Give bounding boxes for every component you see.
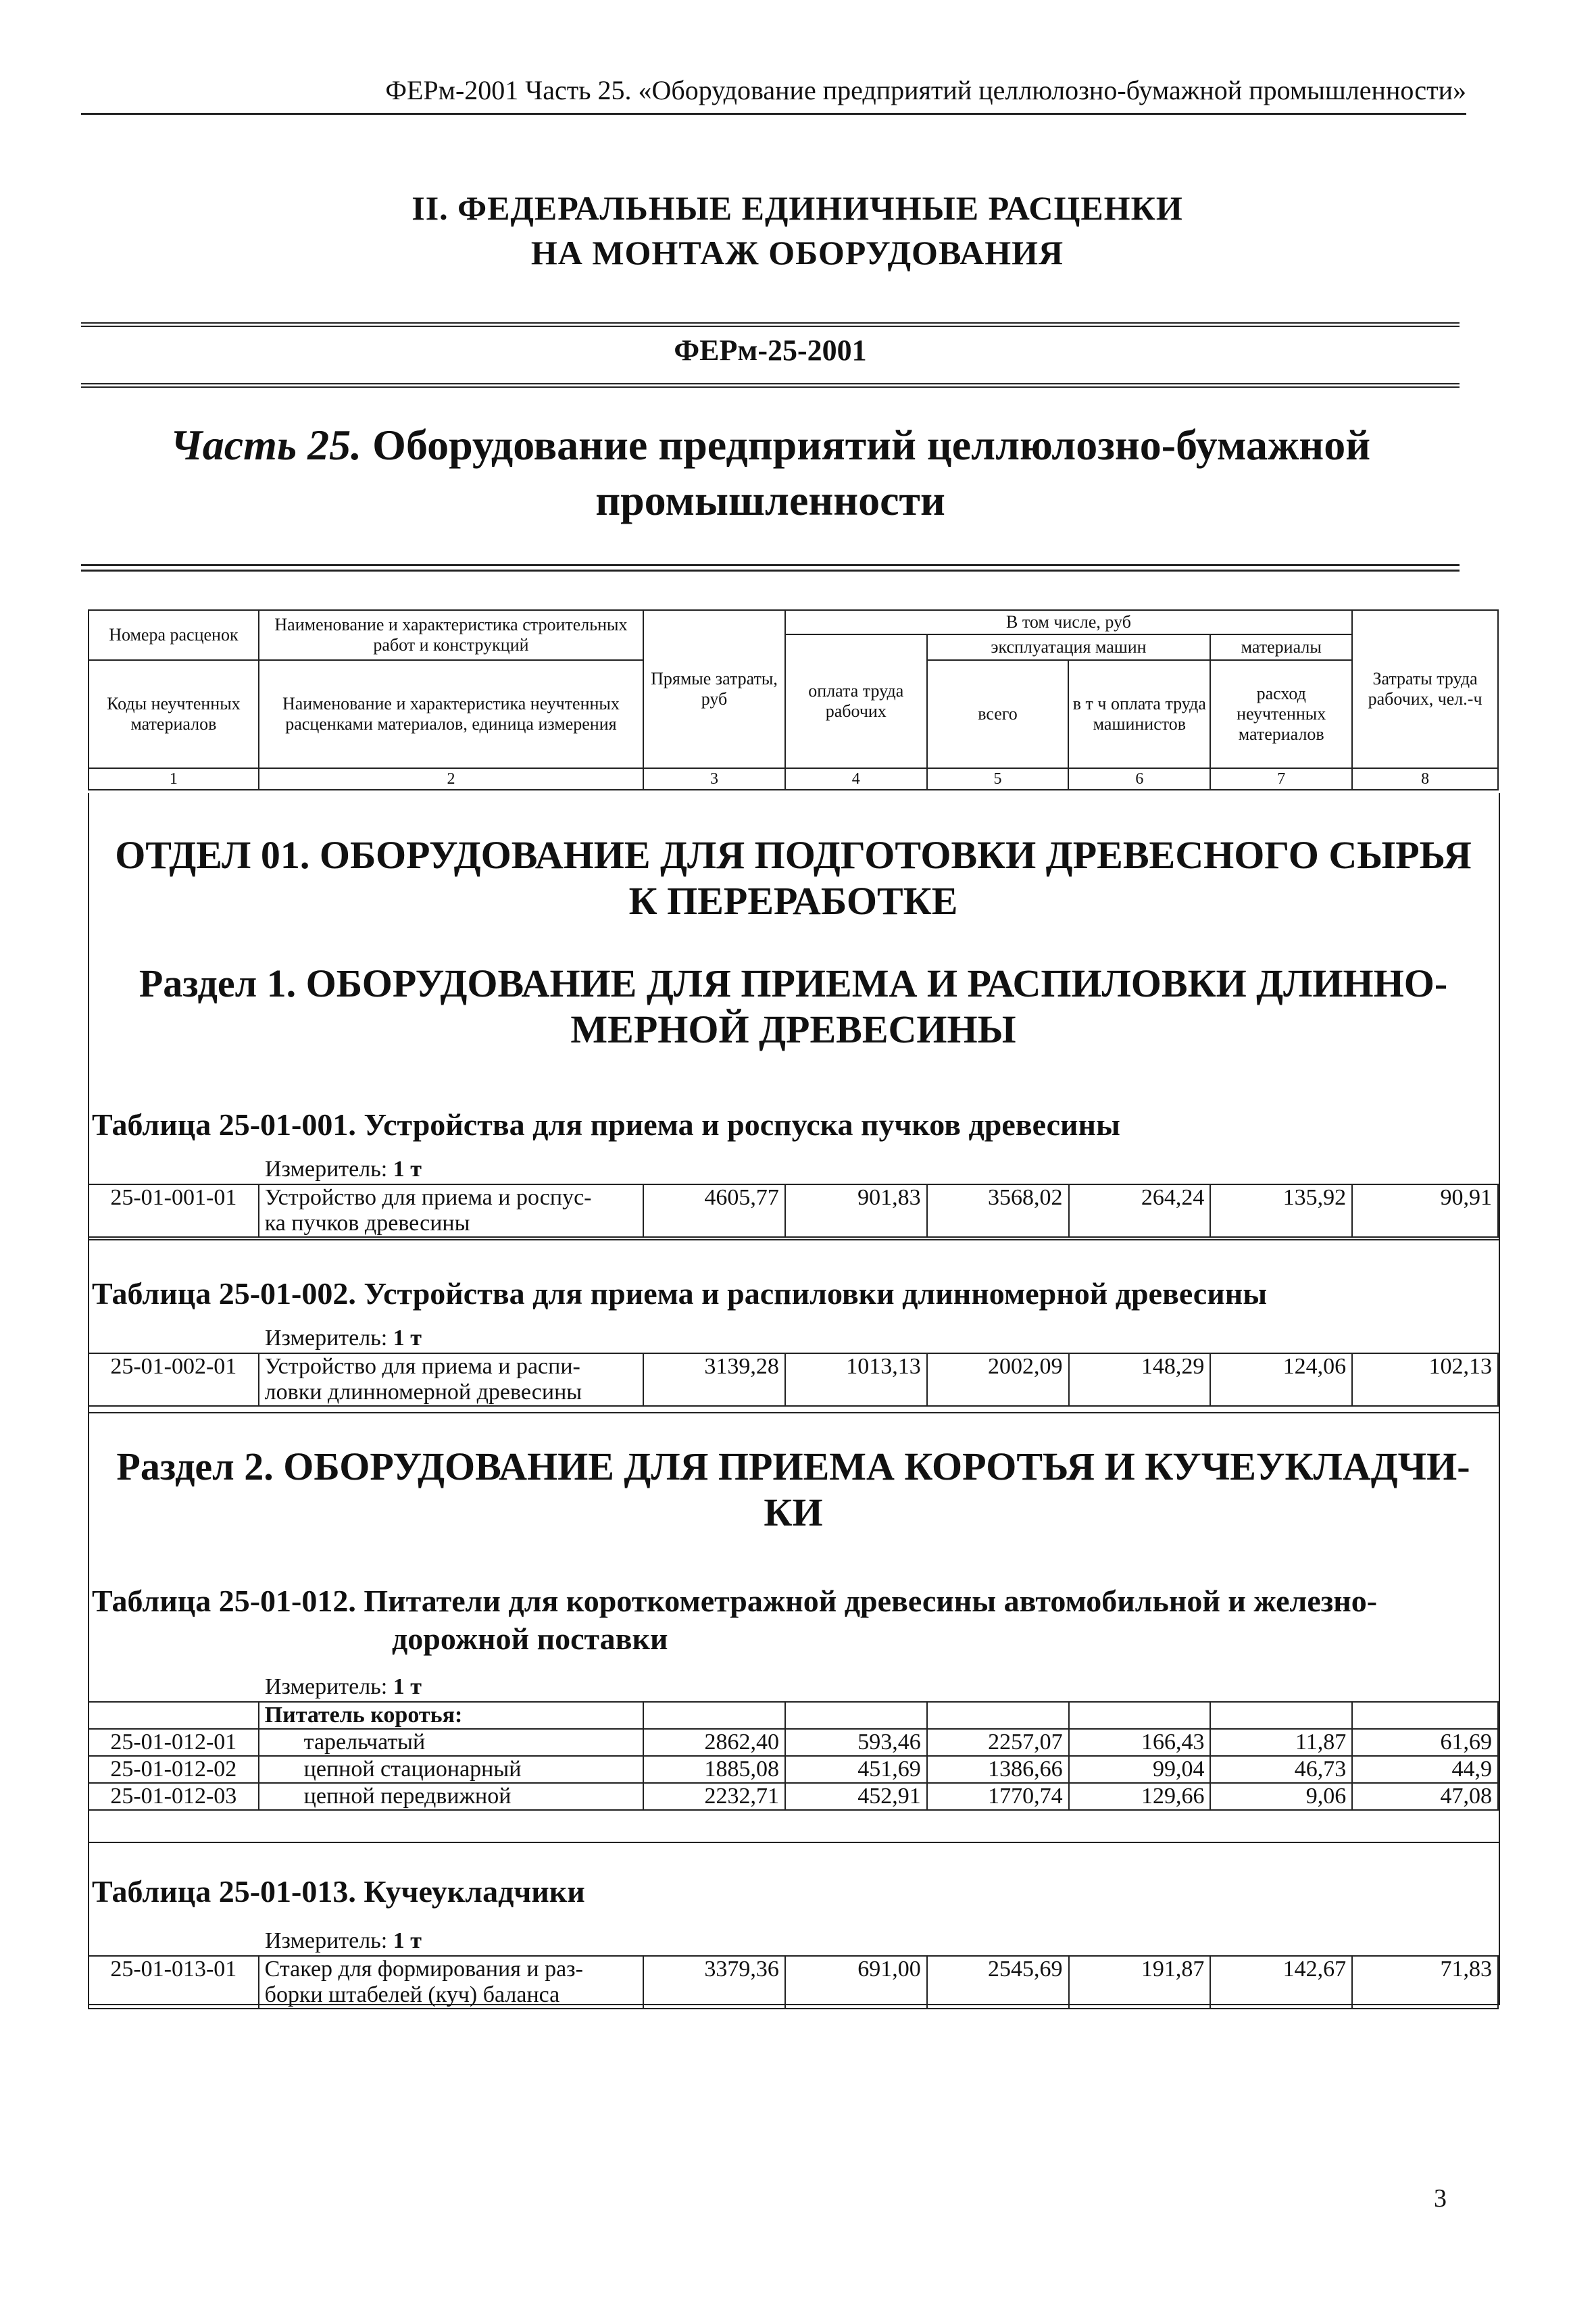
machinist-labor-cost: 99,04: [1069, 1756, 1211, 1783]
document-code: ФЕРм-25-2001: [674, 334, 867, 367]
machines-header: эксплуатация машин: [927, 634, 1211, 660]
part-prefix: Часть 25.: [170, 421, 362, 469]
rate-code: 25-01-012-02: [89, 1756, 259, 1783]
direct-cost: 1885,08: [643, 1756, 785, 1783]
table-row: [89, 1729, 1498, 1756]
machinist-labor-cost: 264,24: [1069, 1184, 1211, 1237]
divider: [88, 1842, 1499, 1843]
direct-cost: 3379,36: [643, 1956, 785, 2009]
table-001: [88, 1184, 1499, 1238]
col-number: 1: [89, 768, 259, 790]
divider: [88, 1412, 1499, 1413]
rate-name: цепной стационарный: [259, 1756, 643, 1783]
col-2-bottom: Наименование и характеристика неучтенных расценками материалов, единица измерения: [259, 660, 643, 768]
table-012-title-line-1: Таблица 25-01-012. Питатели для короткометражной древесины автомобильной и железно-: [92, 1584, 1378, 1618]
rate-name: цепной передвижной: [259, 1783, 643, 1810]
direct-cost: 2862,40: [643, 1729, 785, 1756]
col-5: всего: [927, 660, 1069, 768]
table-012-title-line-2: дорожной поставки: [392, 1621, 668, 1656]
labor-hours: 44,9: [1352, 1756, 1498, 1783]
col-8: Затраты труда рабочих, чел.-ч: [1352, 610, 1498, 768]
group-label: Питатель коротья:: [259, 1702, 643, 1729]
rate-code: 25-01-012-03: [89, 1783, 259, 1810]
table-013: [88, 1955, 1499, 2009]
part-title: [95, 418, 1446, 528]
col-1-top: Номера расценок: [89, 610, 259, 660]
section-2-line-1: Раздел 2. ОБОРУДОВАНИЕ ДЛЯ ПРИЕМА КОРОТЬЯ И КУЧЕУКЛАДЧИ-: [116, 1444, 1470, 1488]
section-title: [68, 186, 1527, 275]
labor-cost: 691,00: [785, 1956, 927, 2009]
rate-code: 25-01-013-01: [89, 1956, 259, 2009]
table-row: [89, 1783, 1498, 1810]
machinist-labor-cost: 166,43: [1069, 1729, 1211, 1756]
materials-cost: 9,06: [1210, 1783, 1352, 1810]
machine-cost: 1386,66: [927, 1756, 1069, 1783]
labor-cost: 1013,13: [785, 1353, 927, 1406]
section-1-line-2: МЕРНОЙ ДРЕВЕСИНЫ: [570, 1007, 1016, 1051]
direct-cost: 2232,71: [643, 1783, 785, 1810]
col-6: в т ч оплата труда машинистов: [1068, 660, 1210, 768]
table-012: [88, 1701, 1499, 1811]
rate-name: Устройство для приема и роспус- ка пучков древесины: [259, 1184, 643, 1237]
table-001-title: Таблица 25-01-001. Устройства для приема и роспуска пучков древесины: [92, 1107, 1120, 1142]
labor-cost: 451,69: [785, 1756, 927, 1783]
rate-code: 25-01-001-01: [89, 1184, 259, 1237]
table-012-title: [92, 1582, 1497, 1658]
labor-hours: 71,83: [1352, 1956, 1498, 2009]
labor-cost: 452,91: [785, 1783, 927, 1810]
col-number: 4: [785, 768, 927, 790]
direct-cost: 3139,28: [643, 1353, 785, 1406]
labor-hours: 102,13: [1352, 1353, 1498, 1406]
col-number: 8: [1352, 768, 1498, 790]
machine-cost: 2545,69: [927, 1956, 1069, 2009]
divider: [81, 564, 1460, 572]
rate-name: тарельчатый: [259, 1729, 643, 1756]
col-number: 2: [259, 768, 643, 790]
labor-cost: 901,83: [785, 1184, 927, 1237]
labor-hours: 61,69: [1352, 1729, 1498, 1756]
col-7: расход неучтенных материалов: [1210, 660, 1352, 768]
table-002-title: Таблица 25-01-002. Устройства для приема и распиловки длинномерной древесины: [92, 1276, 1268, 1311]
section-1-line-1: Раздел 1. ОБОРУДОВАНИЕ ДЛЯ ПРИЕМА И РАСПИЛОВКИ ДЛИННО-: [139, 961, 1448, 1005]
materials-cost: 135,92: [1210, 1184, 1352, 1237]
table-002: [88, 1353, 1499, 1407]
table-row: [89, 1956, 1498, 2009]
including-header: В том числе, руб: [785, 610, 1352, 634]
labor-hours: 90,91: [1352, 1184, 1498, 1237]
materials-header: материалы: [1210, 634, 1352, 660]
col-3: Прямые затраты, руб: [643, 610, 785, 768]
machine-cost: 2257,07: [927, 1729, 1069, 1756]
col-2-top: Наименование и характеристика строительных работ и конструкций: [259, 610, 643, 660]
page-number: 3: [1434, 2184, 1447, 2213]
divider: [81, 322, 1460, 327]
machine-cost: 1770,74: [927, 1783, 1069, 1810]
col-number: 3: [643, 768, 785, 790]
section-title-line-1: II. ФЕДЕРАЛЬНЫЕ ЕДИНИЧНЫЕ РАСЦЕНКИ: [412, 189, 1183, 227]
rate-name: Стакер для формирования и раз- борки штабелей (куч) баланса: [259, 1956, 643, 2009]
table-row: [89, 1353, 1498, 1406]
materials-cost: 142,67: [1210, 1956, 1352, 2009]
department-line-2: К ПЕРЕРАБОТКЕ: [628, 879, 958, 923]
table-group-row: [89, 1702, 1498, 1729]
col-number: 7: [1210, 768, 1352, 790]
materials-cost: 11,87: [1210, 1729, 1352, 1756]
rate-code: 25-01-012-01: [89, 1729, 259, 1756]
part-title-line-2: промышленности: [595, 476, 945, 524]
machine-cost: 3568,02: [927, 1184, 1069, 1237]
running-header: ФЕРм-2001 Часть 25. «Оборудование предприятий целлюлозно-бумажной промышленности»: [81, 74, 1466, 115]
col-number: 6: [1068, 768, 1210, 790]
department-heading: [88, 832, 1499, 924]
materials-cost: 46,73: [1210, 1756, 1352, 1783]
department-line-1: ОТДЕЛ 01. ОБОРУДОВАНИЕ ДЛЯ ПОДГОТОВКИ ДРЕВЕСНОГО СЫРЬЯ: [115, 833, 1472, 877]
measure-label: Измеритель: 1 т: [265, 1674, 422, 1699]
machine-cost: 2002,09: [927, 1353, 1069, 1406]
col-number: 5: [927, 768, 1069, 790]
col-4: оплата труда рабочих: [785, 634, 927, 768]
labor-cost: 593,46: [785, 1729, 927, 1756]
direct-cost: 4605,77: [643, 1184, 785, 1237]
machinist-labor-cost: 129,66: [1069, 1783, 1211, 1810]
section-2-heading: [88, 1444, 1499, 1536]
rate-code: 25-01-002-01: [89, 1353, 259, 1406]
labor-hours: 47,08: [1352, 1783, 1498, 1810]
section-title-line-2: НА МОНТАЖ ОБОРУДОВАНИЯ: [530, 234, 1064, 272]
materials-cost: 124,06: [1210, 1353, 1352, 1406]
measure-label: Измеритель: 1 т: [265, 1157, 422, 1182]
divider: [81, 383, 1460, 388]
machinist-labor-cost: 148,29: [1069, 1353, 1211, 1406]
section-1-heading: [88, 961, 1499, 1053]
table-013-title: Таблица 25-01-013. Кучеукладчики: [92, 1874, 585, 1909]
divider: [88, 1239, 1499, 1240]
machinist-labor-cost: 191,87: [1069, 1956, 1211, 2009]
table-row: [89, 1756, 1498, 1783]
col-1-bottom: Коды неучтенных материалов: [89, 660, 259, 768]
table-row: [89, 1184, 1498, 1237]
column-header-table: [88, 609, 1499, 790]
measure-label: Измеритель: 1 т: [265, 1928, 422, 1953]
rate-name: Устройство для приема и распи- ловки длинномерной древесины: [259, 1353, 643, 1406]
section-2-line-2: КИ: [764, 1490, 823, 1534]
part-title-line-1: Оборудование предприятий целлюлозно-бумажной: [361, 421, 1371, 469]
measure-label: Измеритель: 1 т: [265, 1326, 422, 1351]
